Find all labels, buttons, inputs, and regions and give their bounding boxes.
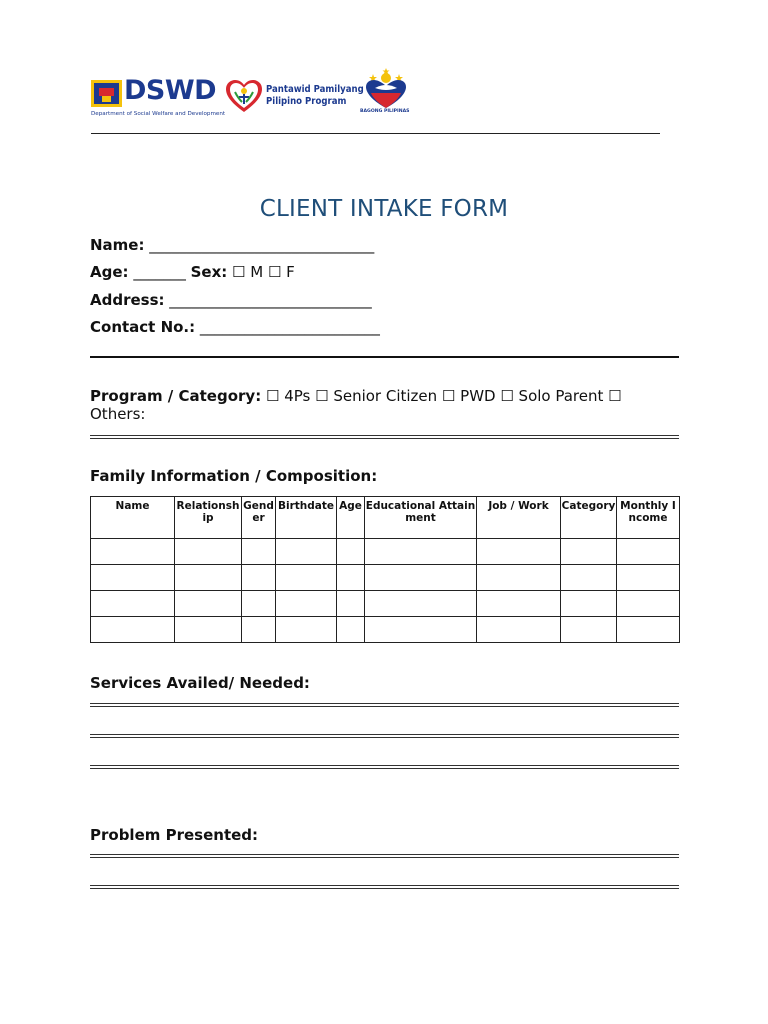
program-checkboxes[interactable]: ☐ 4Ps ☐ Senior Citizen ☐ PWD ☐ Solo Parent ☐ [265,387,622,405]
address-blank[interactable]: ___________________________ [169,291,372,309]
table-cell[interactable] [91,539,175,565]
header-divider [91,133,660,134]
name-blank[interactable]: ______________________________ [149,236,375,254]
table-cell[interactable] [276,617,337,643]
dswd-logo [91,75,231,120]
table-row [91,617,680,643]
table-cell[interactable] [561,617,617,643]
table-cell[interactable] [242,565,276,591]
family-table-header [91,497,680,539]
col-birthdate: Birthdate [276,497,337,539]
bagong-pilipinas-logo [360,68,410,118]
table-cell[interactable] [617,617,680,643]
table-cell[interactable] [477,539,561,565]
table-cell[interactable] [337,591,365,617]
table-cell[interactable] [175,617,242,643]
sex-checkboxes[interactable]: ☐ M ☐ F [232,263,295,281]
table-cell[interactable] [365,539,477,565]
col-age: Age [337,497,365,539]
table-cell[interactable] [337,565,365,591]
services-heading: Services Availed/ Needed: [90,674,310,692]
table-row [91,591,680,617]
table-cell[interactable] [477,617,561,643]
table-cell[interactable] [365,617,477,643]
table-cell[interactable] [337,539,365,565]
name-field[interactable] [90,236,374,254]
contact-blank[interactable]: ________________________ [199,318,380,336]
table-cell[interactable] [477,591,561,617]
dswd-emblem-icon [91,80,122,107]
name-label: Name: [90,236,145,254]
family-heading: Family Information / Composition: [90,467,378,485]
table-cell[interactable] [91,591,175,617]
table-cell[interactable] [175,591,242,617]
address-label: Address: [90,291,165,309]
col-monthly-income: Monthly Income [617,497,680,539]
table-cell[interactable] [337,617,365,643]
table-cell[interactable] [276,591,337,617]
table-cell[interactable] [242,539,276,565]
col-gender: Gender [242,497,276,539]
col-category: Category [561,497,617,539]
bagong-pilipinas-emblem-icon [363,68,409,110]
page-title: CLIENT INTAKE FORM [259,196,509,222]
table-row [91,539,680,565]
table-cell[interactable] [242,591,276,617]
table-cell[interactable] [175,539,242,565]
table-cell[interactable] [365,591,477,617]
contact-field[interactable] [90,318,380,336]
age-blank[interactable]: _______ [133,263,186,281]
services-line-3[interactable] [90,765,679,769]
table-cell[interactable] [617,565,680,591]
program-category [90,387,650,423]
problem-line-1[interactable] [90,854,679,858]
others-line[interactable] [90,435,679,439]
table-cell[interactable] [561,565,617,591]
table-cell[interactable] [175,565,242,591]
age-label: Age: [90,263,129,281]
table-cell[interactable] [91,565,175,591]
sex-label: Sex: [190,263,228,281]
pantawid-line-1: Pantawid Pamilyang [266,84,364,95]
agency-name: Department of Social Welfare and Development [91,111,226,117]
problem-heading: Problem Presented: [90,826,259,844]
table-cell[interactable] [242,617,276,643]
section-divider [90,356,679,358]
services-line-1[interactable] [90,703,679,707]
address-field[interactable] [90,291,372,309]
table-cell[interactable] [276,539,337,565]
program-label: Program / Category: [90,387,262,405]
table-cell[interactable] [91,617,175,643]
table-row [91,565,680,591]
col-educational-attainment: Educational Attainment [365,497,477,539]
col-name: Name [91,497,175,539]
pantawid-program-name [266,84,364,108]
table-cell[interactable] [276,565,337,591]
contact-label: Contact No.: [90,318,196,336]
table-cell[interactable] [561,591,617,617]
table-cell[interactable] [365,565,477,591]
table-cell[interactable] [617,591,680,617]
bagong-pilipinas-text: BAGONG PILIPINAS [360,109,410,114]
age-sex-row [90,263,295,281]
problem-line-2[interactable] [90,885,679,889]
services-line-2[interactable] [90,734,679,738]
table-cell[interactable] [617,539,680,565]
program-others-label: Others: [90,405,146,423]
col-relationship: Relationship [175,497,242,539]
dswd-wordmark: DSWD [124,75,217,106]
pantawid-line-2: Pilipino Program [266,96,347,107]
family-table [90,496,680,643]
table-cell[interactable] [477,565,561,591]
col-job-work: Job / Work [477,497,561,539]
pantawid-heart-logo-icon [226,80,262,114]
table-cell[interactable] [561,539,617,565]
